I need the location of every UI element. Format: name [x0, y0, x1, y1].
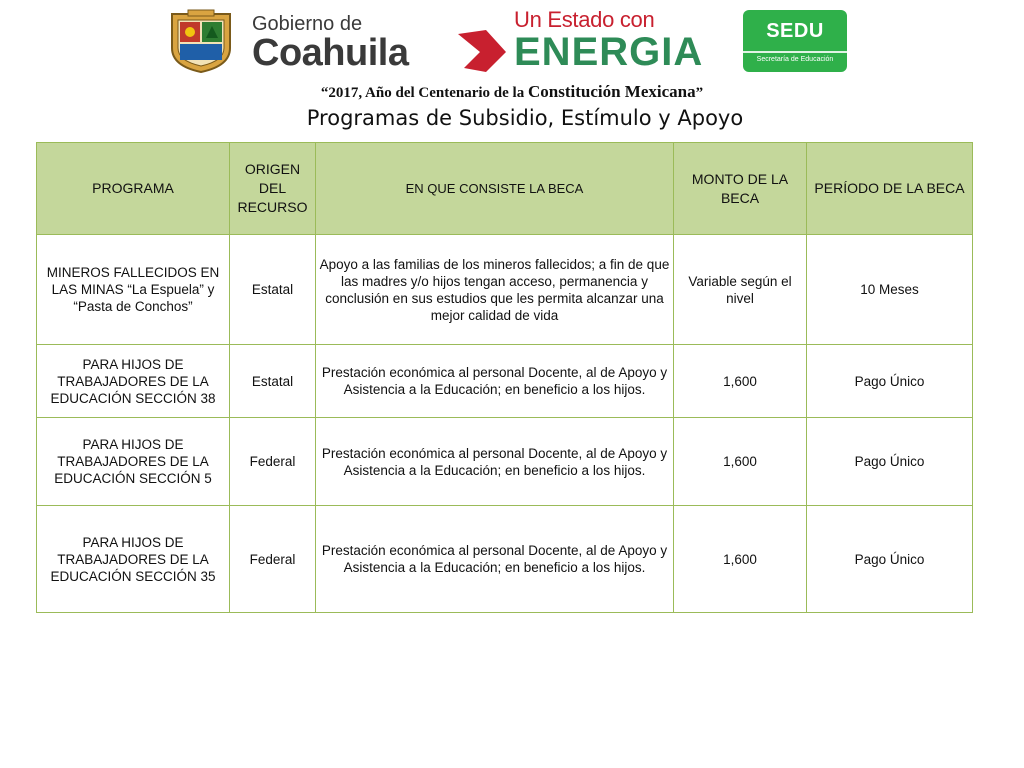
- page-title: Programas de Subsidio, Estímulo y Apoyo: [306, 106, 744, 130]
- sedu-divider: [743, 51, 847, 53]
- table-row: [37, 235, 973, 345]
- cell-programa: PARA HIJOS DE TRABAJADORES DE LA EDUCACIÓN SECCIÓN 5: [37, 418, 230, 506]
- sedu-title: SEDU: [766, 20, 824, 42]
- cell-origen: Estatal: [230, 235, 316, 345]
- motto-open: “2017, Año del Centenario de la: [320, 85, 528, 101]
- cell-programa: PARA HIJOS DE TRABAJADORES DE LA EDUCACIÓN SECCIÓN 35: [37, 506, 230, 613]
- motto-emphasis: Constitución Mexicana: [527, 82, 696, 101]
- sedu-logo: [743, 10, 847, 72]
- table-header-row: [37, 143, 973, 235]
- subsidy-programs-table: [36, 142, 973, 613]
- header-periodo: PERÍODO DE LA BECA: [807, 143, 973, 235]
- cell-periodo: Pago Único: [807, 345, 973, 418]
- energia-arrow-icon: [456, 28, 508, 74]
- estado-energia-logo: [514, 8, 703, 72]
- cell-monto: 1,600: [674, 345, 807, 418]
- table-row: [37, 345, 973, 418]
- cell-consiste: Prestación económica al personal Docente, al de Apoyo y Asistencia a la Educación; en beneficio a los hijos.: [316, 506, 674, 613]
- motto-close: ”: [695, 85, 704, 101]
- header-consiste: EN QUE CONSISTE LA BECA: [316, 143, 674, 235]
- cell-origen: Estatal: [230, 345, 316, 418]
- cell-periodo: 10 Meses: [807, 235, 973, 345]
- header-logos: [0, 4, 1024, 76]
- coahuila-seal-icon: [166, 8, 236, 74]
- header-origen: ORIGEN DEL RECURSO: [230, 143, 316, 235]
- cell-origen: Federal: [230, 506, 316, 613]
- cell-periodo: Pago Único: [807, 418, 973, 506]
- gobierno-small-text: Gobierno de: [252, 13, 363, 35]
- header-programa: PROGRAMA: [37, 143, 230, 235]
- cell-programa: MINEROS FALLECIDOS EN LAS MINAS “La Espuela” y “Pasta de Conchos”: [37, 235, 230, 345]
- table-row: [37, 418, 973, 506]
- cell-consiste: Prestación económica al personal Docente, al de Apoyo y Asistencia a la Educación; en beneficio a los hijos.: [316, 418, 674, 506]
- cell-consiste: Apoyo a las familias de los mineros fallecidos; a fin de que las madres y/o hijos tengan acceso, permanencia y conclusión en sus estudios que les permita alcanzar una mejor calidad de vida: [316, 235, 674, 345]
- sedu-subtitle: Secretaría de Educación: [756, 56, 834, 63]
- cell-monto: 1,600: [674, 418, 807, 506]
- gobierno-coahuila-logo: [252, 14, 408, 72]
- motto-text: [0, 82, 1024, 102]
- energia-bottom-text: ENERGIA: [514, 30, 704, 74]
- gobierno-big-text: Coahuila: [252, 32, 409, 74]
- cell-consiste: Prestación económica al personal Docente, al de Apoyo y Asistencia a la Educación; en beneficio a los hijos.: [316, 345, 674, 418]
- cell-periodo: Pago Único: [807, 506, 973, 613]
- cell-monto: 1,600: [674, 506, 807, 613]
- header-monto: MONTO DE LA BECA: [674, 143, 807, 235]
- energia-top-text: Un Estado con: [514, 7, 655, 32]
- cell-monto: Variable según el nivel: [674, 235, 807, 345]
- cell-programa: PARA HIJOS DE TRABAJADORES DE LA EDUCACIÓN SECCIÓN 38: [37, 345, 230, 418]
- cell-origen: Federal: [230, 418, 316, 506]
- table-row: [37, 506, 973, 613]
